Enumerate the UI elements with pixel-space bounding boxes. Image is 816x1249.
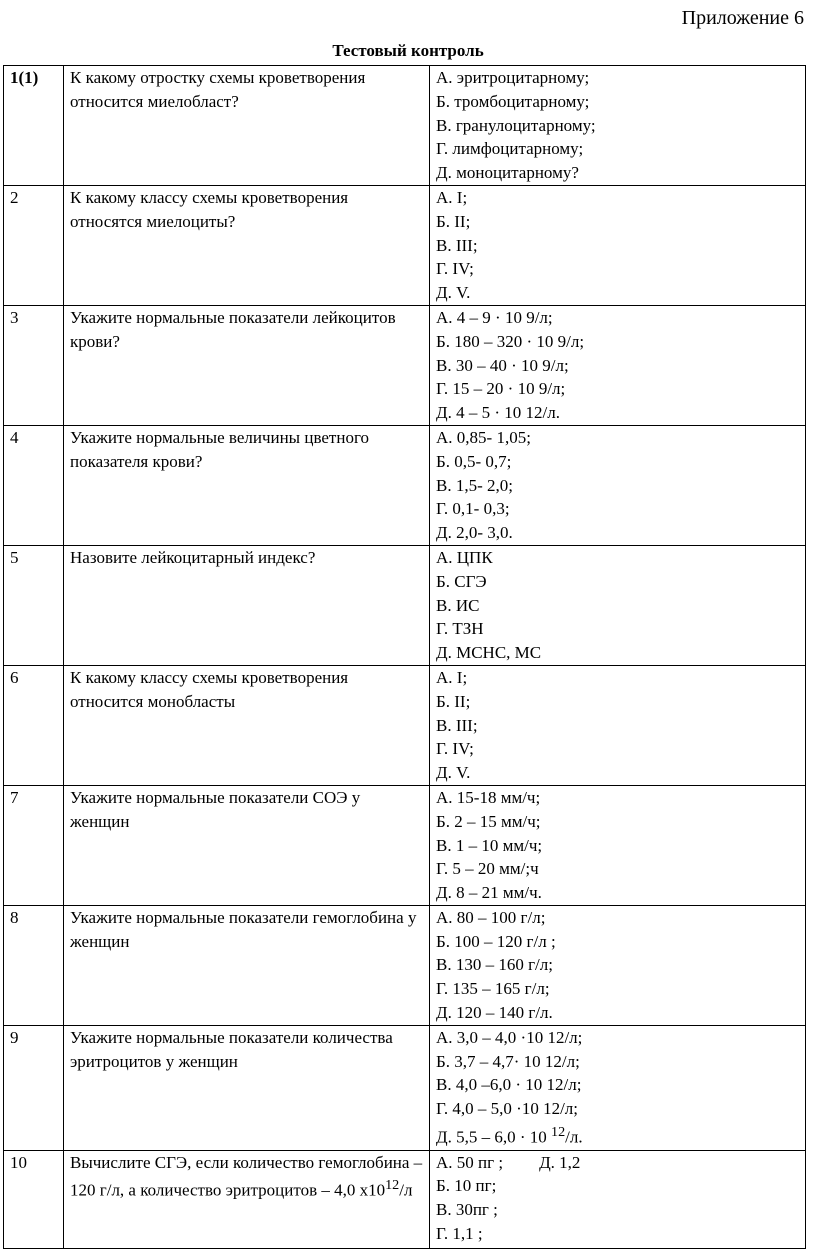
superscript: 12	[385, 1177, 400, 1194]
answer-option: В. 130 – 160 г/л;	[436, 955, 553, 975]
answer-option: А. 0,85- 1,05;	[436, 427, 531, 447]
answer-option: В. гранулоцитарному;	[436, 115, 596, 135]
answer-option-tail: /л.	[565, 1127, 583, 1147]
question-number: 9	[4, 1025, 64, 1150]
answer-options	[430, 665, 806, 785]
answer-options	[430, 425, 806, 545]
answer-option: Г. IV;	[436, 739, 474, 759]
question-text-tail: /л	[399, 1180, 413, 1200]
question-text: Назовите лейкоцитарный индекс?	[64, 545, 430, 665]
table-row	[4, 785, 806, 905]
answer-option: Д. МСНС, МС	[436, 643, 542, 663]
answer-option: Д. 120 – 140 г/л.	[436, 1003, 553, 1023]
answer-option: Б. тромбоцитарному;	[436, 91, 590, 111]
answer-option: Г. 135 – 165 г/л;	[436, 979, 550, 999]
answer-option: Г. ТЗН	[436, 619, 484, 639]
answer-option: А. 3,0 – 4,0 ·10 12/л;	[436, 1027, 583, 1047]
table-row	[4, 66, 806, 186]
answer-option: В. 30пг ;	[436, 1200, 498, 1220]
question-text	[64, 1150, 430, 1248]
answer-option: Г. 1,1 ;	[436, 1223, 483, 1243]
answer-option: Б. СГЭ	[436, 571, 487, 591]
answer-option: А. I;	[436, 187, 468, 207]
answer-option: Г. лимфоцитарному;	[436, 139, 584, 159]
table-row	[4, 425, 806, 545]
answer-option: Б. II;	[436, 691, 471, 711]
answer-option: А. 50 пг ;	[436, 1152, 504, 1172]
question-text: Укажите нормальные показатели лейкоцитов крови?	[64, 305, 430, 425]
question-number: 7	[4, 785, 64, 905]
answer-option: В. ИС	[436, 595, 480, 615]
question-number: 3	[4, 305, 64, 425]
answer-options	[430, 185, 806, 305]
table-row	[4, 1150, 806, 1248]
answer-option: А. 15-18 мм/ч;	[436, 787, 541, 807]
answer-option: Б. 3,7 – 4,7· 10 12/л;	[436, 1051, 580, 1071]
table-row	[4, 185, 806, 305]
table-row	[4, 545, 806, 665]
question-text: Укажите нормальные показатели количества эритроцитов у женщин	[64, 1025, 430, 1150]
answer-option: А. эритроцитарному;	[436, 68, 590, 87]
question-number: 8	[4, 905, 64, 1025]
table-row	[4, 665, 806, 785]
answer-option: В. 1,5- 2,0;	[436, 475, 513, 495]
answer-option-main: Д. 5,5 – 6,0 · 10	[436, 1127, 552, 1147]
appendix-label: Приложение 6	[681, 7, 804, 29]
table-row	[4, 1025, 806, 1150]
answer-option: Б. 100 – 120 г/л ;	[436, 931, 556, 951]
question-text-main: Вычислите СГЭ, если количество гемоглобина – 120 г/л, а количество эритроцитов – 4,0 х10	[70, 1152, 423, 1200]
answer-options	[430, 545, 806, 665]
answer-options	[430, 305, 806, 425]
answer-option: А. I;	[436, 667, 468, 687]
answer-option: В. 4,0 –6,0 · 10 12/л;	[436, 1075, 582, 1095]
table-row	[4, 905, 806, 1025]
question-number: 6	[4, 665, 64, 785]
answer-option-row	[436, 1151, 799, 1175]
question-text: Укажите нормальные показатели СОЭ у женщин	[64, 785, 430, 905]
superscript: 12	[551, 1124, 566, 1141]
answer-option: Д. V.	[436, 763, 471, 783]
answer-options	[430, 1150, 806, 1248]
answer-option: Г. IV;	[436, 259, 474, 279]
answer-option: Б. 0,5- 0,7;	[436, 451, 512, 471]
answer-option: Д. моноцитарному?	[436, 163, 579, 183]
question-number: 10	[4, 1150, 64, 1248]
answer-option: А. 4 – 9 · 10 9/л;	[436, 307, 553, 327]
answer-option: Б. 2 – 15 мм/ч;	[436, 811, 541, 831]
answer-option: Д. 4 – 5 · 10 12/л.	[436, 403, 560, 423]
answer-option: Б. II;	[436, 211, 471, 231]
question-number: 4	[4, 425, 64, 545]
question-text: К какому классу схемы кроветворения относится монобласты	[64, 665, 430, 785]
answer-option: В. III;	[436, 715, 478, 735]
question-number: 5	[4, 545, 64, 665]
question-number: 1(1)	[4, 66, 64, 186]
answer-option: В. 30 – 40 · 10 9/л;	[436, 355, 569, 375]
answer-option: Д. 2,0- 3,0.	[436, 523, 513, 543]
table-row	[4, 305, 806, 425]
answer-option: Д. V.	[436, 283, 471, 303]
question-text: К какому отростку схемы кроветворения относится миелобласт?	[64, 66, 430, 186]
answer-option: А. ЦПК	[436, 547, 493, 567]
answer-option: В. III;	[436, 235, 478, 255]
answer-option: Д. 1,2	[539, 1152, 581, 1172]
answer-option: Б. 10 пг;	[436, 1176, 497, 1196]
answer-options	[430, 66, 806, 186]
question-text: Укажите нормальные величины цветного показателя крови?	[64, 425, 430, 545]
test-table	[3, 65, 806, 1249]
page-title: Тестовый контроль	[332, 41, 484, 60]
answer-options	[430, 1025, 806, 1150]
answer-option: Г. 15 – 20 · 10 9/л;	[436, 379, 566, 399]
answer-option: А. 80 – 100 г/л;	[436, 907, 546, 927]
answer-option: Д. 8 – 21 мм/ч.	[436, 883, 542, 903]
answer-options	[430, 785, 806, 905]
answer-option: Б. 180 – 320 · 10 9/л;	[436, 331, 585, 351]
answer-option: Г. 0,1- 0,3;	[436, 499, 510, 519]
answer-option: В. 1 – 10 мм/ч;	[436, 835, 543, 855]
answer-options	[430, 905, 806, 1025]
question-number: 2	[4, 185, 64, 305]
answer-option: Г. 4,0 – 5,0 ·10 12/л;	[436, 1099, 579, 1119]
answer-option	[436, 1121, 799, 1149]
question-text: Укажите нормальные показатели гемоглобина у женщин	[64, 905, 430, 1025]
question-text: К какому классу схемы кроветворения относятся миелоциты?	[64, 185, 430, 305]
answer-option: Г. 5 – 20 мм/;ч	[436, 859, 539, 879]
